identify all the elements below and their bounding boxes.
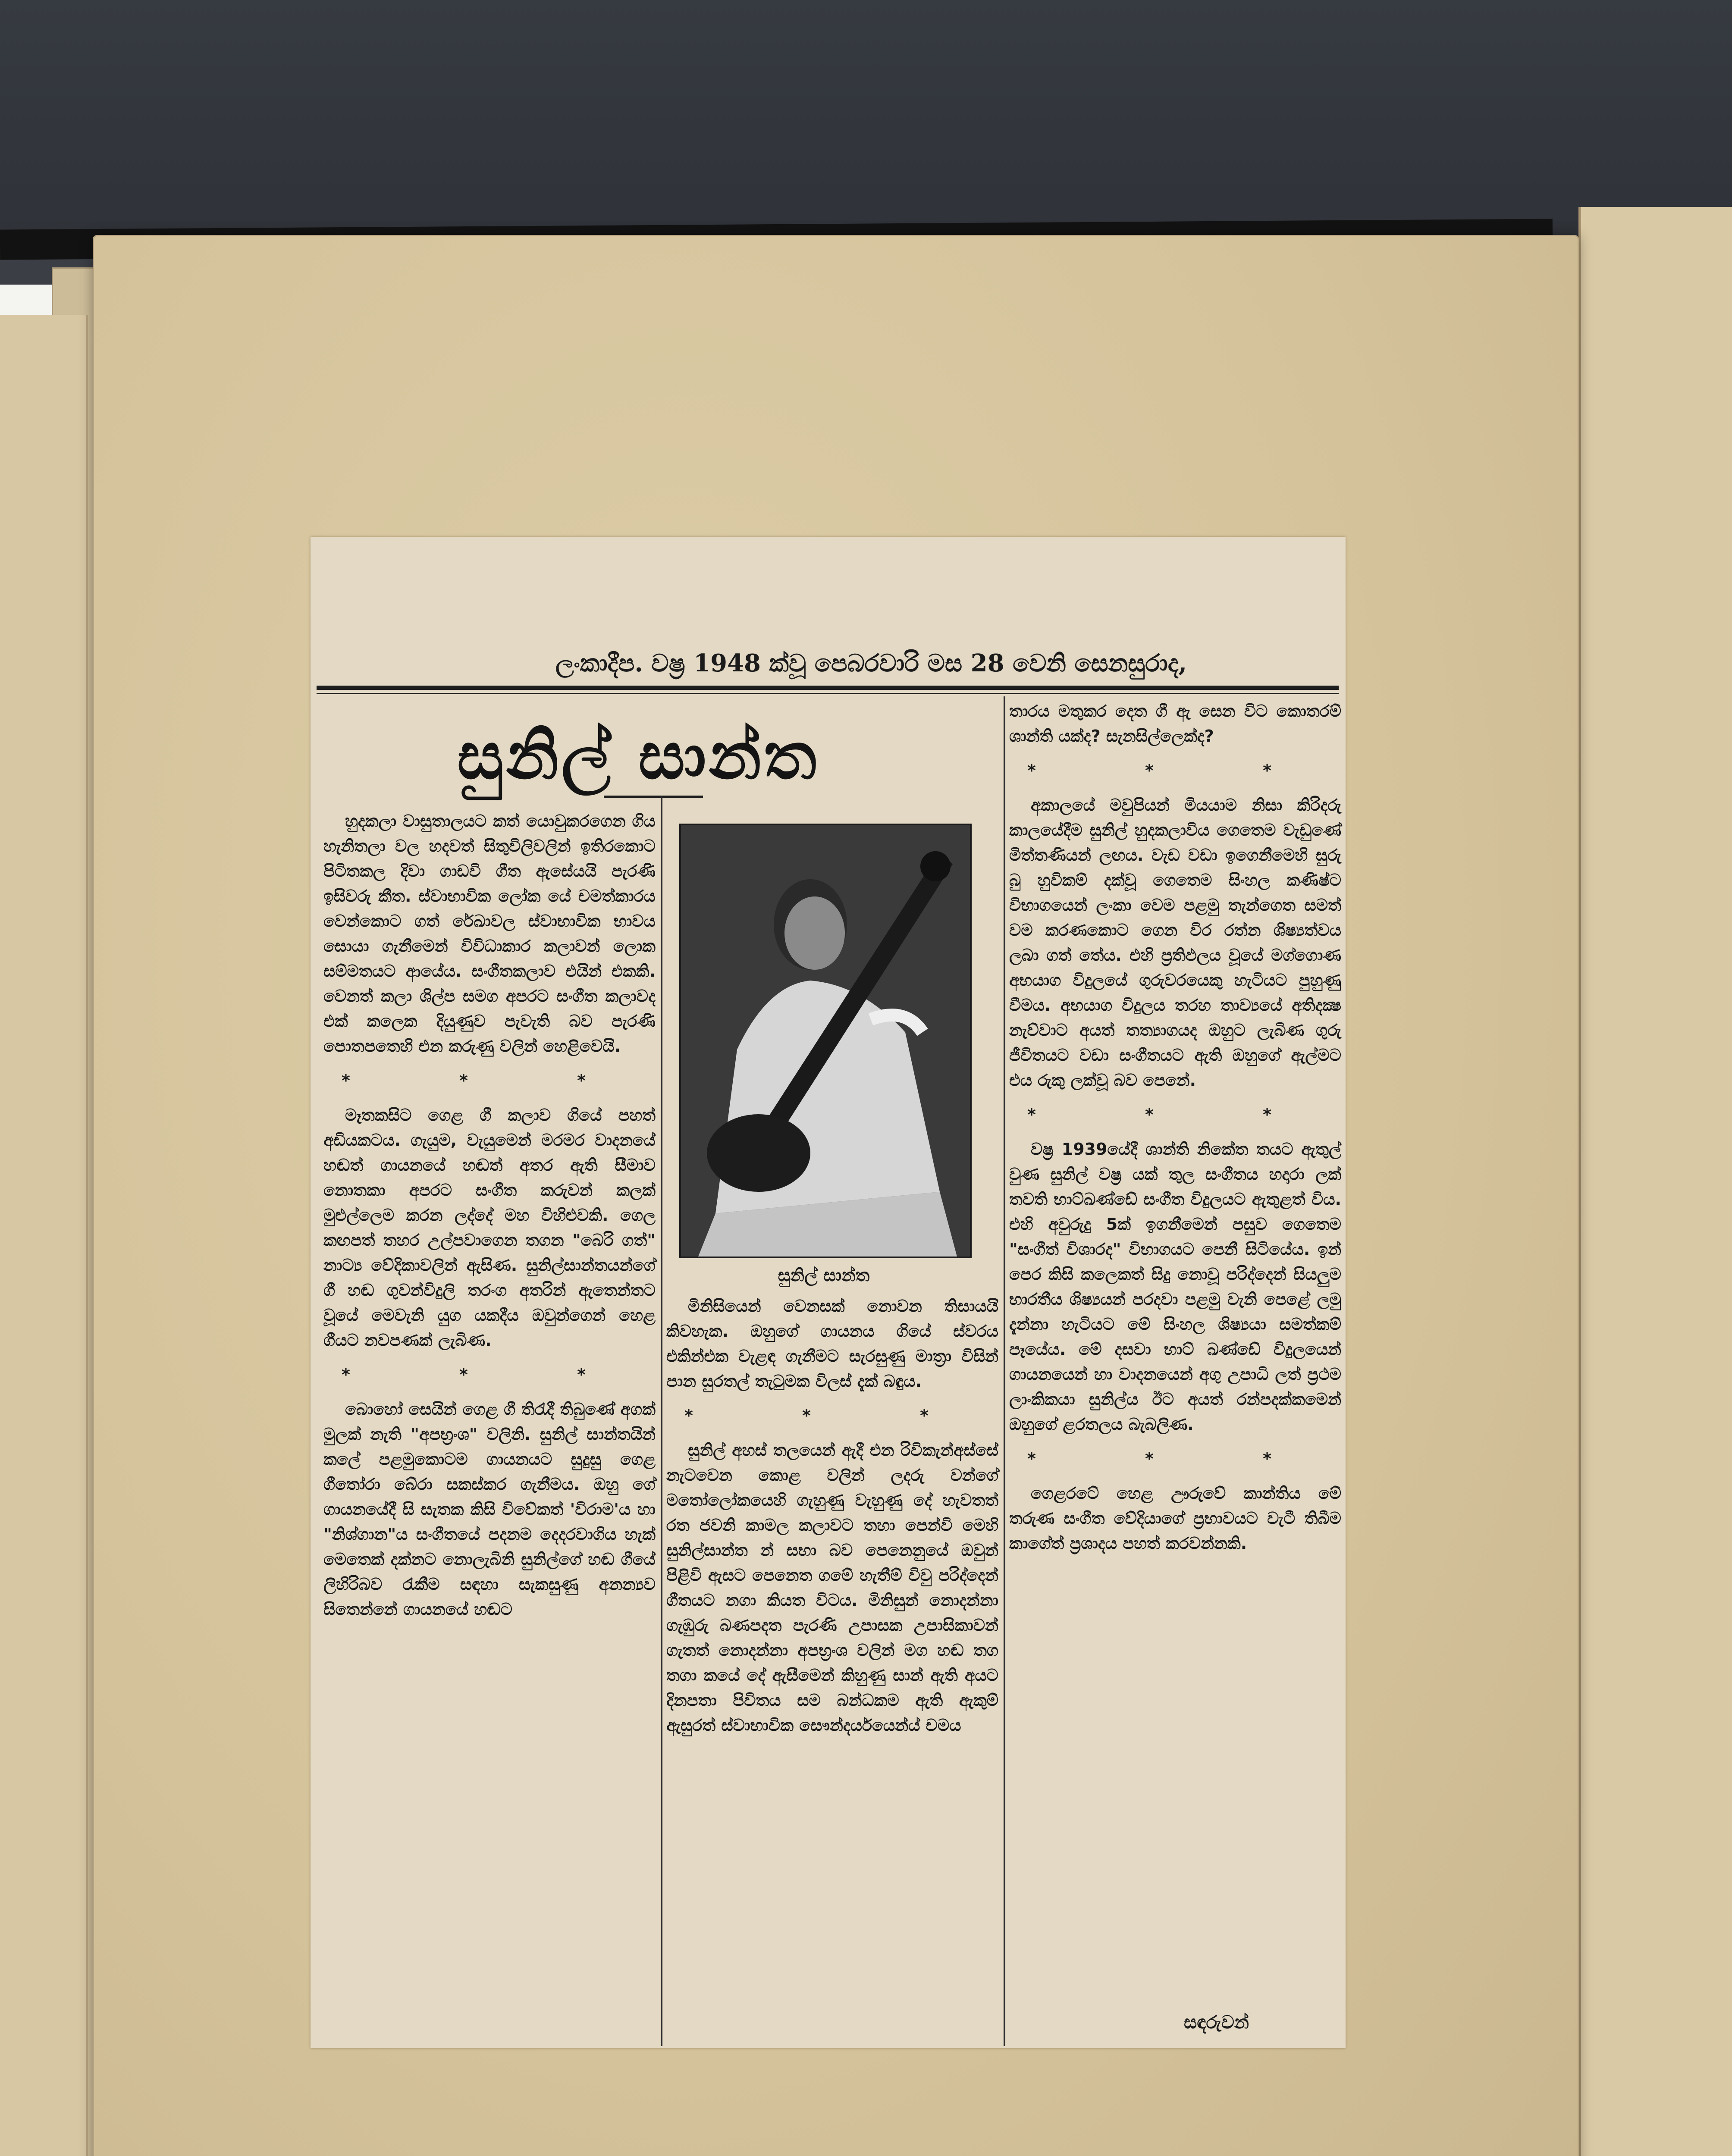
section-stars: * * * <box>684 1406 981 1425</box>
background-top <box>0 0 1732 241</box>
paragraph: වෂ්‍ර 1939යේදී ශාන්ති නිකේත තයට ඇතුල් වුණ සුනිල් වෂ්‍ර යක් තුල සංගීතය හදාරා ලක් තවති භාට්ඛණ්ඩේ සංගීත විදුලයට ඇතුළත් විය. එහි අවුරුදු 5ක් ඉගනීමෙන් පසුව ගෙතෙම "සංගීත් විශාරද" විභාගයට පෙනී සිටියේය. ඉන් පෙර කිසි කලෙකත් සිදු නොවූ පරිද්දෙන් සියලුම භාරතීය ශිෂ්‍යයන් පරදවා පළමු වැනි පෙළේ ලමු දැන්නා හැටියට මේ සිංහල ශිෂ්‍යයා සමත්කම් පෑයේය. මේ දසවා භාට් ඛණ්ඩේ විදුලයෙන් ගායනයෙන් හා වාදනයෙන් අගු උපාධි ලත් ප්‍රථම ලාංකිකයා සුනිල්ය ඊට අයත් රන්පදක්කමෙන් ඔහුගේ ළරතලය බැබලිණ. <box>1009 1140 1341 1434</box>
header-rule <box>317 686 1339 690</box>
section-stars: * * * <box>1027 1105 1324 1124</box>
clipping-header: ලංකාදීප. වෂ්‍ර 1948 ක්වූ පෙබරවාරි මස 28 වෙනි සෙනසුරාද, <box>555 649 1187 677</box>
paragraph: බොහෝ සෙයින් ගෙළ ගී තිරැදී තිබුණේ අගක් මුලක් නැති "අපභ්‍රංශ" වලිනි. සුනිල් සාන්තයින් කලේ පළමුකොටම ගායනයට සුදුසු ගෙළ ගීතෝරා බේරා සකස්කර ගැනීමය. ඔහු ගේ ගායනයේදී සි සැතක කිසි විවේකත් 'විරාම'ය හා "නිශ්ගාන"ය සංගීතයේ පදනම දෙදරවාගිය හැක් මෙතෙක් දක්නට නොලැබිනි සුනිල්ගේ හඬ ගීයේ ලිහිරිබව රැකීම සඳහා සැකසුණු අනන්‍යව සිතෙන්නේ ගායනයේ හඬට <box>323 1400 656 1619</box>
section-stars: * * * <box>1027 761 1324 780</box>
column-rule-2 <box>1004 696 1005 2046</box>
section-stars: * * * <box>1027 1449 1324 1468</box>
header-rule-thin <box>317 693 1339 694</box>
article-column-1 <box>323 808 656 1631</box>
photo-caption: සුනිල් සාන්ත <box>778 1266 870 1285</box>
paragraph: තාරය මතුකර දෙත ගී ඇ සෙන විට කොතරම් ශාන්ති යක්ද? සැනසිල්ලෙක්ද? <box>1009 702 1341 746</box>
article-column-2 <box>666 1294 998 1747</box>
title-underline <box>604 796 703 798</box>
left-page-edge <box>0 315 88 2156</box>
newspaper-clipping <box>311 537 1346 2048</box>
paragraph: හුදකලා වාසුතාලයට කත් යොවුකරගෙන ගිය හැනිතලා වල හදවත් සිතුවිලිවලින් ඉතිරකොට පිටිතකල දිවා ගාඩවි ගීත ඇසේයයි පැරණි ඉසිවරු කීත. ස්වාභාවික ලෝක යේ චමත්කාරය වෙන්කොට ගත් රේඛාවල ස්වාභාවික භාවය සොයා ගැනීමෙන් විවිධාකාර කලාවන් ලොක සම්මතයට ආයේය. සංගීතකලාව එයින් එකකි. වෙනත් කලා ශිල්ප සමග අපරට සංගීත කලාවද එක් කලෙක දියුණුව පැවැති බව පැරණි පොතපතෙහි එන කරුණු වලින් හෙළිවෙයි. <box>323 812 656 1056</box>
paragraph: මිනිසියෙන් වෙනසක් නොවන තිසායයි කිවහැක. ඔහුගේ ගායනය ගියේ ස්වරය එකින්එක වැළඳ ගැනීමට සැරසුණු මාත්‍රා විසින් පාන සුරතල් තැටුමක විලස් දැක් බඳුය. <box>666 1297 998 1391</box>
column-rule-1 <box>661 796 662 2046</box>
section-stars: * * * <box>341 1071 638 1090</box>
paragraph: සුනිල් අහස් තලයෙන් ඇදී එන රිවිකැන්අස්සේ නැටවෙන කොළ වලින් ලදරු වන්ගේ මතෝලෝකයෙහි ගැහුණු වැහුණු දේ හැවතත් රත ජවනි කාමල කලාවට තහා පෙන්වි මෙහි සුනිල්සාන්ත න් සභා බව පෙනෙනුයේ ඔවුන් පිළිවි ඇසට පෙනෙත ගමේ හැතීම් විවු පරිද්දෙන් ගීතයට නගා කියත විටය. මිනිසුන් නොදන්නා ගැඹුරු බණපදත පැරණි උපාසක උපාසිකාවන් ගැතත් නොදන්නා අපභ්‍රංශ වලින් මග හඬ තග තගා කයේ දේ ඇසීමෙන් කිහුණු සාන් ඇති අයට දිනපතා පිවිතය සම බන්ධකම ඇති ඇකුම් ඇසුරත් ස්වාභාවික සෞන්දර්යයෙන්ය් චමය <box>666 1441 998 1735</box>
right-page-edge <box>1578 207 1732 2156</box>
paragraph: ගෙළරටේ හෙළ ඌරුවේ කාන්තිය මේ තරුණ සංගීත වේදියාගේ ප්‍රභාවයට වැටී තිබීම කාගේත් ප්‍රශාදය පහත් කරවන්නකි. <box>1009 1484 1341 1553</box>
paragraph: මෑතකසිට ගෙළ ගී කලාව ගියේ පහත් අඩියකටය. ගැයුම, වැයුමෙන් මරමර වාදනයේ හඬත් ගායනයේ හඬත් අතර ඇති සීමාව නොතකා අපරට සංගීත කරුවන් කලක් මුළුල්ලෙම කරන ලද්දේ මහ විහිළුවකි. ගෙල කඟපත් තහර උල්පවාගෙන තගන "බෙරි ගත්" නාට්‍ය වේදිකාවලින් ඇසිණ. සුනිල්සාන්තයන්ගේ ගී හඬ ගුවන්විදුලි තරංග අතරින් ඇතෙන්තට වූයේ මෙවැනි යුග යකදීය ඔවුන්ගෙන් හෙළ ගීයට නවපණක් ලැබිණ. <box>323 1106 656 1350</box>
article-title: සුනිල් සාන්ත <box>457 718 819 794</box>
section-stars: * * * <box>341 1365 638 1384</box>
portrait-photo-musician-with-sitar <box>679 824 972 1258</box>
author-signature: සඳරුවන් <box>1184 2012 1249 2033</box>
article-column-3 <box>1009 699 1341 1565</box>
paragraph: අකාලයේ මවුපියන් මියයාම නිසා කිරිදරු කාලයේදීම සුනිල් හුදකලාවිය ගෙතෙම වැඩුණේ මිත්තණියන් ලඟය. වැඩ වඩා ඉගෙනීමෙහි සුරු බු හුවිකම් දක්වූ ගෙතෙම සිංහල කණිෂ්ට විභාගයෙන් ලංකා වෙම පළමු තැන්ගෙත සමත් වම කරණකොට ගෙන විර රත්න ශිෂ්‍යත්වය ලබා ගත් තේය. එහි ප්‍රතිඵලය වූයේ මග්ගොණ අභයාග විදුලයේ ගුරුවරයෙකු හැටියට පුහුණු වීමය. අභයාග විදුලය තරහ තාව්‍යයේ අතිදක්‍ෂ නැව්වාට අයත් තත්‍යාගයද ඔහුට ලැබිණ ගුරු ජීවිතයට වඩා සංගීතයට ඇති ඔහුගේ ඇල්මට එය රුකු ලක්වූ බව පෙනේ. <box>1009 796 1341 1090</box>
